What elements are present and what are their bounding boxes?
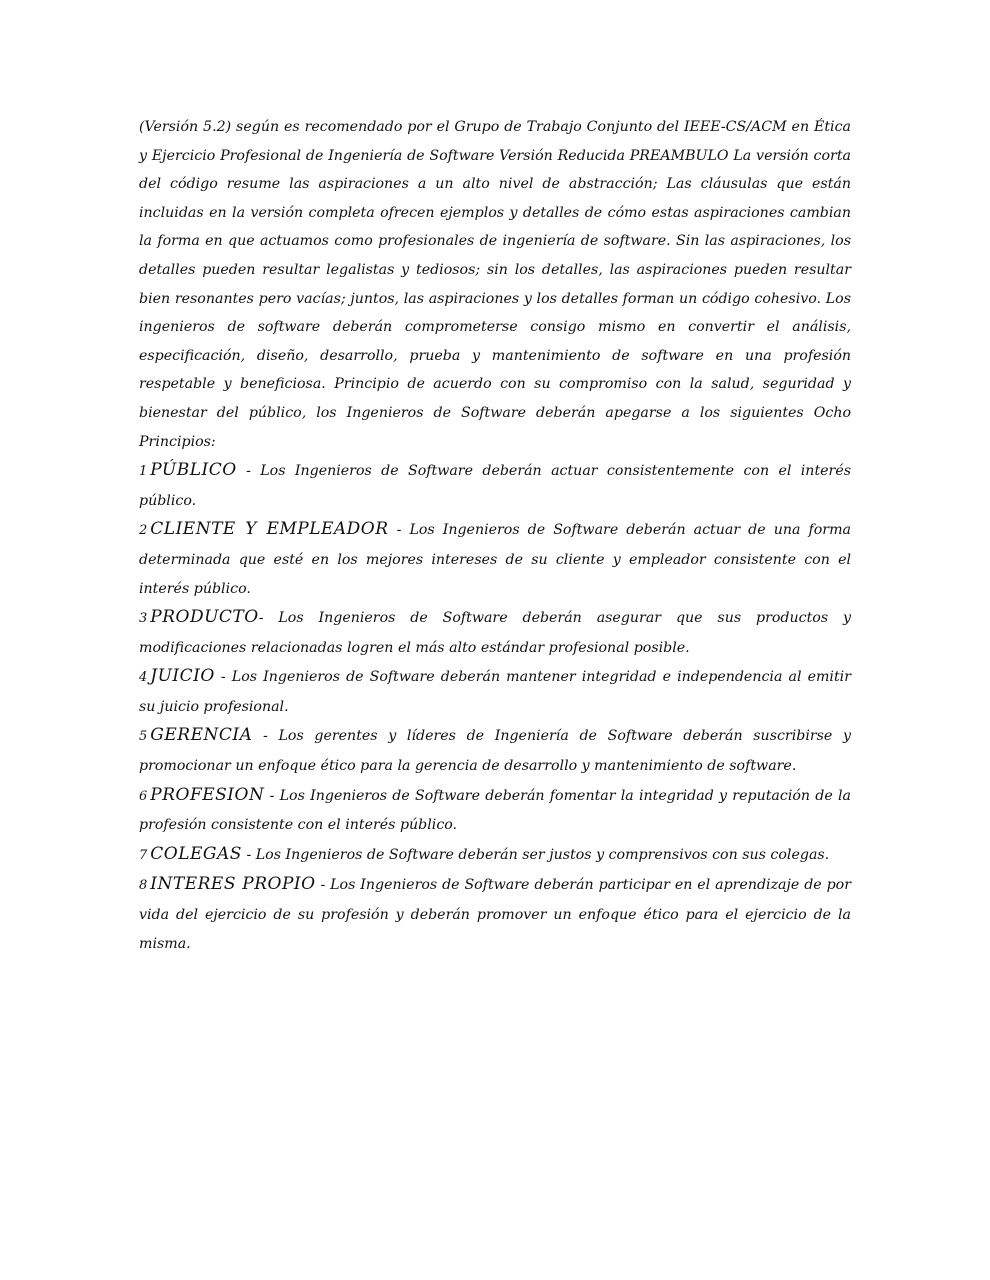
principle-name: PROFESION bbox=[150, 784, 265, 805]
principle-name: GERENCIA bbox=[150, 725, 253, 746]
principle-5 bbox=[139, 721, 851, 780]
principle-number: 8 bbox=[139, 878, 148, 894]
principle-text: - Los Ingenieros de Software deberán fomentar la integridad y reputación de la profesión consistente con el interés público. bbox=[139, 787, 851, 834]
principle-3 bbox=[139, 603, 851, 662]
principle-1 bbox=[139, 456, 851, 515]
principle-text: - Los Ingenieros de Software deberán actuar consistentemente con el interés público. bbox=[139, 463, 851, 509]
principle-name: CLIENTE Y EMPLEADOR bbox=[150, 519, 389, 540]
intro-paragraph: (Versión 5.2) según es recomendado por el Grupo de Trabajo Conjunto del IEEE-CS/ACM en Ética y Ejercicio Profesional de Ingeniería de Software Versión Reducida PREAMBULO La versión corta del código resume las aspiraciones a un alto nivel de abstracción; Las cláusulas que están incluidas en la versión completa ofrecen ejemplos y detalles de cómo estas aspiraciones cambian la forma en que actuamos como profesionales de ingeniería de software. Sin las aspiraciones, los detalles pueden resultar legalistas y tediosos; sin los detalles, las aspiraciones pueden resultar bien resonantes pero vacías; juntos, las aspiraciones y los detalles forman un código cohesivo. Los ingenieros de software deberán comprometerse consigo mismo en convertir el análisis, especificación, diseño, desarrollo, prueba y mantenimiento de software en una profesión respetable y beneficiosa. Principio de acuerdo con su compromiso con la salud, seguridad y bienestar del público, los Ingenieros de Software deberán apegarse a los siguientes Ocho Principios: bbox=[139, 119, 851, 450]
principle-number: 1 bbox=[139, 464, 148, 480]
principle-text: - Los Ingenieros de Software deberán participar en el aprendizaje de por vida del ejercicio de su profesión y deberán promover un enfoque ético para el ejercicio de la misma. bbox=[139, 877, 851, 952]
principle-4 bbox=[139, 662, 851, 721]
principle-number: 4 bbox=[139, 670, 148, 686]
principle-name: PÚBLICO bbox=[150, 460, 237, 481]
principle-2 bbox=[139, 515, 851, 603]
principle-number: 6 bbox=[139, 788, 148, 804]
document-body bbox=[139, 113, 851, 958]
principle-text: - Los gerentes y líderes de Ingeniería de Software deberán suscribirse y promocionar un enfoque ético para la gerencia de desarrollo y mantenimiento de software. bbox=[139, 728, 851, 775]
principle-number: 3 bbox=[139, 611, 148, 627]
principle-8 bbox=[139, 870, 851, 958]
principle-name: JUICIO bbox=[150, 666, 215, 687]
principle-number: 2 bbox=[139, 523, 148, 539]
principle-6 bbox=[139, 781, 851, 840]
principle-text: - Los Ingenieros de Software deberán actuar de una forma determinada que esté en los mejores intereses de su cliente y empleador consistente con el interés público. bbox=[139, 522, 851, 597]
principle-text: - Los Ingenieros de Software deberán ser justos y comprensivos con sus colegas. bbox=[241, 846, 830, 863]
principle-text: - Los Ingenieros de Software deberán asegurar que sus productos y modificaciones relacionadas logren el más alto estándar profesional posible. bbox=[139, 610, 851, 656]
principle-7 bbox=[139, 840, 851, 871]
principle-name: INTERES PROPIO bbox=[150, 874, 316, 895]
principle-number: 7 bbox=[139, 847, 148, 863]
principle-text: - Los Ingenieros de Software deberán mantener integridad e independencia al emitir su juicio profesional. bbox=[139, 669, 851, 715]
principle-name: PRODUCTO bbox=[150, 607, 259, 628]
principle-name: COLEGAS bbox=[150, 843, 242, 864]
principle-number: 5 bbox=[139, 729, 148, 745]
